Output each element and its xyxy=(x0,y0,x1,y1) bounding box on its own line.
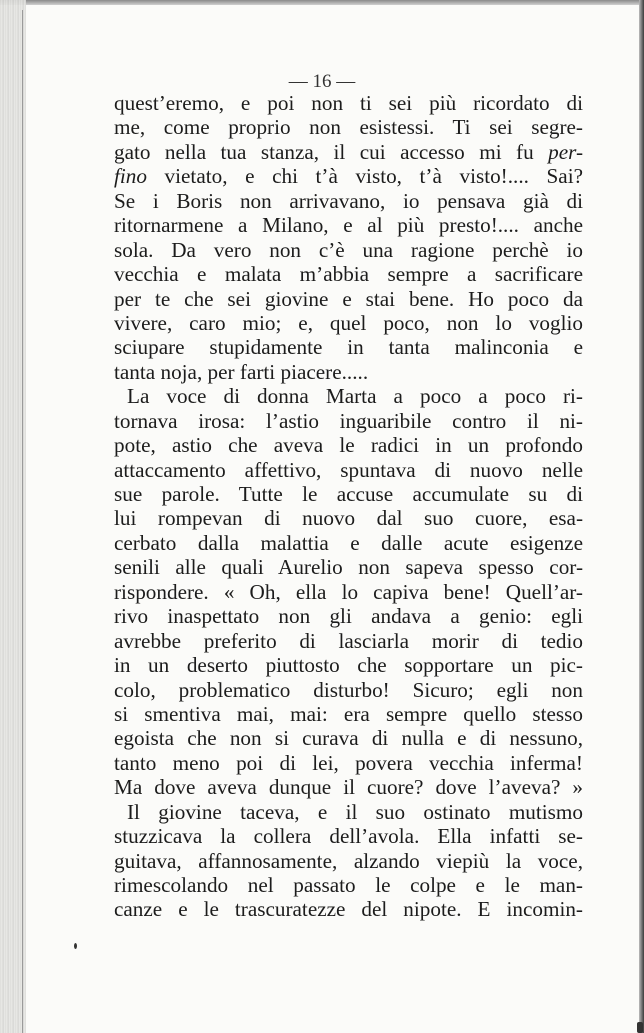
text-line xyxy=(114,360,583,384)
text-line xyxy=(114,506,583,530)
italic-emphasis: fino xyxy=(114,164,147,189)
line-text: Ma dove aveva dunque il cuore? dove l’aveva? » xyxy=(114,775,583,800)
text-line xyxy=(114,800,583,824)
text-line xyxy=(114,726,583,750)
text-line xyxy=(114,311,583,335)
line-text: vivere, caro mio; e, quel poco, non lo voglio xyxy=(114,310,583,335)
line-text: rivo inaspettato non gli andava a genio: egli xyxy=(114,604,583,629)
scan-speck xyxy=(74,943,77,949)
scan-right-edge xyxy=(639,0,644,1033)
line-text: senili alle quali Aurelio non sapeva spesso cor- xyxy=(114,555,583,580)
line-text: vietato, e chi t’à visto, t’à visto!.... Sai? xyxy=(146,164,583,189)
text-line xyxy=(114,653,583,677)
page-number: — 16 — xyxy=(288,71,356,92)
line-text: tanta noja, per farti piacere..... xyxy=(114,359,369,384)
text-line xyxy=(114,555,583,579)
scan-top-edge xyxy=(0,0,644,5)
line-text: Il giovine taceva, e il suo ostinato mutismo xyxy=(127,799,583,824)
text-line xyxy=(114,213,583,237)
line-text: me, come proprio non esistessi. Ti sei segre- xyxy=(114,115,583,140)
text-line xyxy=(114,140,583,164)
line-text: rispondere. « Oh, ella lo capiva bene! Quell’ar- xyxy=(114,579,583,604)
text-line xyxy=(114,775,583,799)
text-line xyxy=(114,897,583,921)
text-line xyxy=(114,678,583,702)
scan-speck xyxy=(637,1022,643,1033)
line-text: sola. Da vero non c’è una ragione perchè io xyxy=(114,237,583,262)
text-line xyxy=(114,238,583,262)
line-text: pote, astio che aveva le radici in un profondo xyxy=(114,433,583,458)
line-text: avrebbe preferito di lasciarla morir di tedio xyxy=(114,628,583,653)
line-text: ritornarmene a Milano, e al più presto!.... anche xyxy=(114,213,583,238)
line-text: La voce di donna Marta a poco a poco ri- xyxy=(127,384,583,409)
text-line xyxy=(114,335,583,359)
line-text: Se i Boris non arrivavano, io pensava già di xyxy=(114,188,583,213)
text-line xyxy=(114,751,583,775)
italic-emphasis: per- xyxy=(548,139,583,164)
text-line xyxy=(114,433,583,457)
body-text xyxy=(114,91,583,922)
text-line xyxy=(114,702,583,726)
line-text: sue parole. Tutte le accuse accumulate su di xyxy=(114,482,583,506)
line-text: rimescolando nel passato le colpe e le man- xyxy=(114,873,583,897)
line-text: cerbato dalla malattia e dalle acute esigenze xyxy=(114,530,583,555)
line-text: si smentiva mai, mai: era sempre quello stesso xyxy=(114,701,583,726)
text-line xyxy=(114,384,583,408)
text-line xyxy=(114,409,583,433)
line-text: sciupare stupidamente in tanta malinconia e xyxy=(114,335,583,360)
line-text: egoista che non si curava di nulla e di nessuno, xyxy=(114,726,583,751)
text-line xyxy=(114,287,583,311)
line-text: in un deserto piuttosto che sopportare un pic- xyxy=(114,653,583,678)
text-line xyxy=(114,849,583,873)
line-text: quest’eremo, e poi non ti sei più ricordato di xyxy=(114,91,583,115)
text-line xyxy=(114,629,583,653)
line-text: canze e le trascuratezze del nipote. E incomin- xyxy=(114,897,583,922)
text-line xyxy=(114,189,583,213)
line-text: tornava irosa: l’astio inguaribile contro il ni- xyxy=(114,408,583,433)
line-text: gato nella tua stanza, il cui accesso mi fu xyxy=(114,139,549,164)
line-text: tanto meno poi di lei, povera vecchia inferma! xyxy=(114,750,583,775)
text-line xyxy=(114,91,583,115)
text-line xyxy=(114,262,583,286)
text-line xyxy=(114,164,583,188)
text-line xyxy=(114,873,583,897)
line-text: attaccamento affettivo, spuntava di nuovo nelle xyxy=(114,457,583,482)
line-text: lui rompevan di nuovo dal suo cuore, esa- xyxy=(114,506,583,531)
text-line xyxy=(114,458,583,482)
text-line xyxy=(114,115,583,139)
text-line xyxy=(114,482,583,506)
text-line xyxy=(114,580,583,604)
page-edge-rule xyxy=(22,10,23,1033)
line-text: stuzzicava la collera dell’avola. Ella infatti se- xyxy=(114,824,583,849)
line-text: vecchia e malata m’abbia sempre a sacrificare xyxy=(114,262,583,287)
line-text: colo, problematico disturbo! Sicuro; egli non xyxy=(114,677,583,702)
text-line xyxy=(114,604,583,628)
line-text: guitava, affannosamente, alzando viepiù la voce, xyxy=(114,848,583,873)
text-line xyxy=(114,531,583,555)
line-text: per te che sei giovine e stai bene. Ho poco da xyxy=(114,286,583,311)
text-line xyxy=(114,824,583,848)
